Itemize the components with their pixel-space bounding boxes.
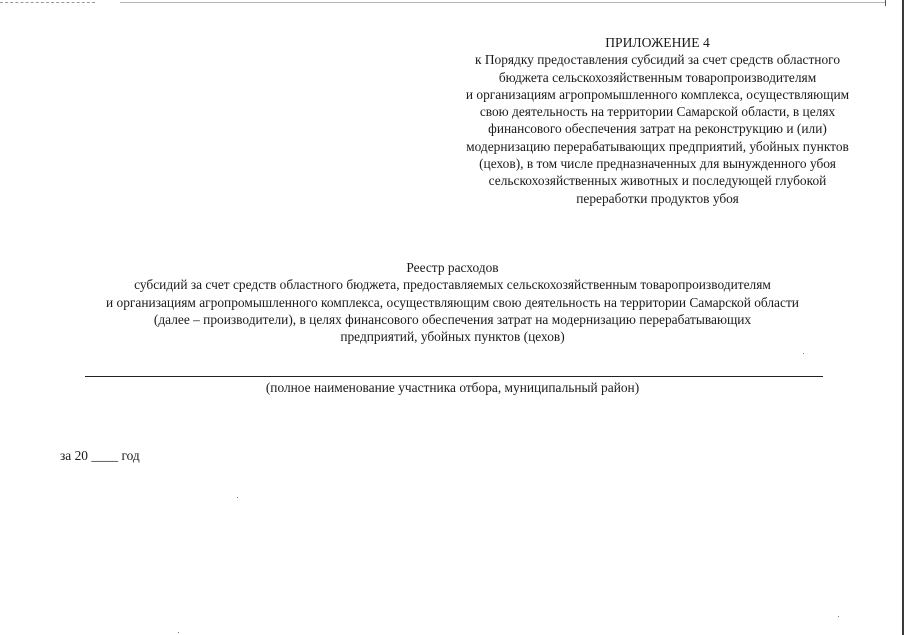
scan-artifact-right-tick: [885, 0, 886, 6]
appendix-header: [395, 34, 905, 207]
appendix-line: свою деятельность на территории Самарской области, в целях: [479, 104, 836, 120]
registry-title-block: [0, 259, 905, 345]
participant-caption: (полное наименование участника отбора, муниципальный район): [265, 380, 640, 395]
scan-artifact-dash: [0, 2, 95, 3]
appendix-line: переработки продуктов убоя: [576, 190, 739, 206]
appendix-line: модернизацию перерабатывающих предприятий, убойных пунктов: [466, 138, 849, 154]
appendix-heading: ПРИЛОЖЕНИЕ 4: [605, 35, 710, 50]
appendix-line: (цехов), в том числе предназначенных для вынужденного убоя: [479, 156, 836, 172]
registry-title: Реестр расходов: [406, 260, 499, 275]
registry-subtitle-line: (далее – производители), в целях финансового обеспечения затрат на модернизацию перерабатывающих: [153, 311, 752, 327]
reporting-year: за 20 ____ год: [60, 448, 140, 463]
scan-speck: [237, 497, 238, 498]
registry-subtitle-line: предприятий, убойных пунктов (цехов): [340, 329, 565, 345]
appendix-line: бюджета сельскохозяйственным товаропроизводителям: [498, 69, 817, 85]
registry-subtitle-line: и организациям агропромышленного комплекса, осуществляющим свою деятельность на территории Самарской области: [106, 294, 799, 310]
scan-artifact-top-line: [120, 2, 885, 3]
appendix-line: и организациям агропромышленного комплекса, осуществляющим: [465, 86, 850, 102]
scan-speck: [178, 632, 179, 633]
appendix-line: сельскохозяйственных животных и последующей глубокой: [488, 173, 827, 189]
scan-speck: [803, 353, 804, 354]
appendix-line: финансового обеспечения затрат на реконструкцию и (или): [488, 121, 827, 137]
scan-speck: [838, 616, 839, 617]
appendix-line: к Порядку предоставления субсидий за счет средств областного: [474, 52, 841, 68]
registry-subtitle-line: субсидий за счет средств областного бюджета, предоставляемых сельскохозяйственным товаропроизводителям: [134, 277, 771, 293]
participant-fill-line: [85, 376, 823, 377]
